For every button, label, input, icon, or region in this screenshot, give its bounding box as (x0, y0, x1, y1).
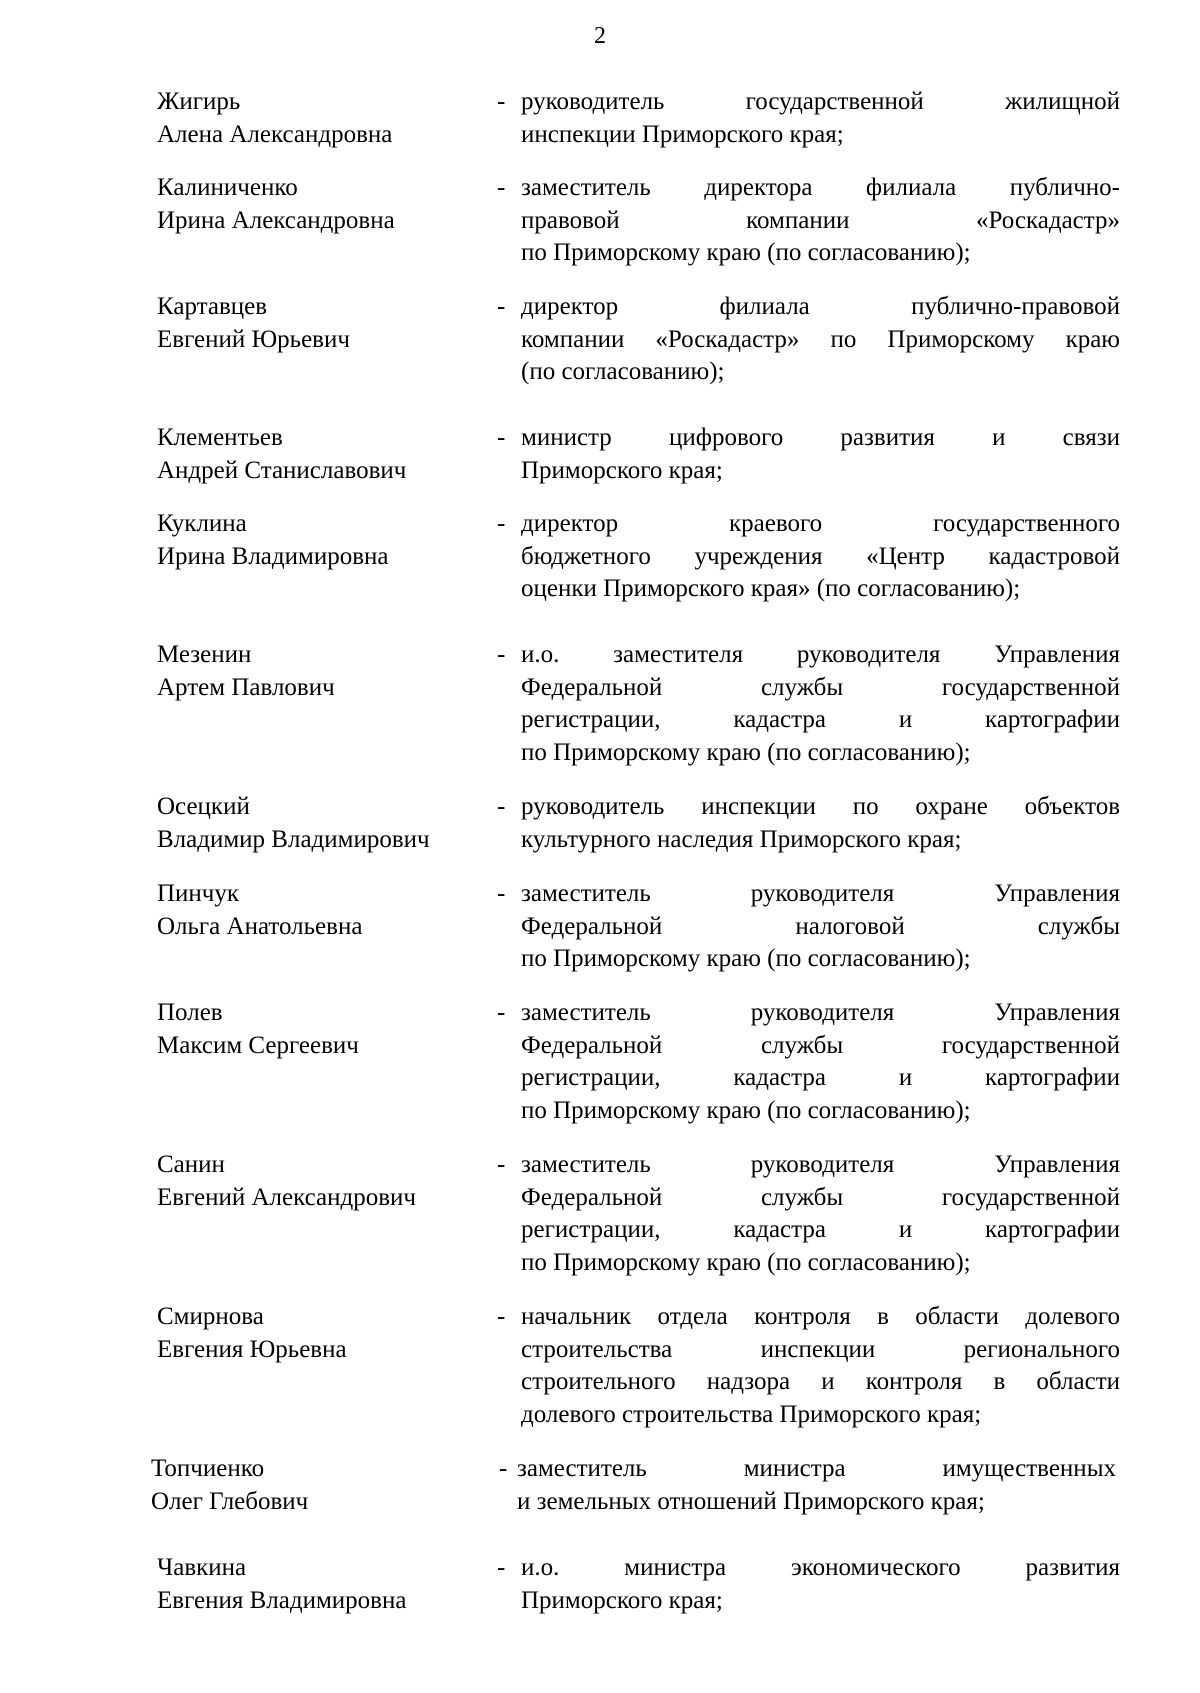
member-position (521, 1301, 1120, 1431)
position-line: Приморского края; (521, 1586, 723, 1614)
position-line: правовой компании «Роскадастр» (521, 206, 1120, 234)
member-given-names: Ирина Александровна (157, 206, 395, 234)
member-surname: Калиниченко (157, 174, 298, 201)
member-name (151, 1453, 481, 1518)
member-surname: Топчиенко (151, 1455, 265, 1482)
member-name (157, 508, 487, 573)
member-position (521, 508, 1120, 606)
member-given-names: Евгения Юрьевна (157, 1335, 347, 1363)
dash-separator: - (497, 88, 506, 115)
dash-separator: - (497, 1554, 506, 1581)
position-line: по Приморскому краю (по согласованию); (521, 945, 971, 972)
member-surname: Санин (157, 1151, 225, 1178)
member-position (521, 291, 1120, 389)
member-surname: Смирнова (157, 1303, 264, 1330)
position-line: директор филиала публично-правовой (521, 293, 1120, 320)
member-name (157, 1301, 487, 1366)
member-name (157, 997, 487, 1062)
member-given-names: Алена Александровна (157, 120, 393, 148)
member-surname: Картавцев (157, 293, 268, 320)
member-given-names: Андрей Станиславович (157, 456, 407, 484)
position-line: регистрации, кадастра и картографии (521, 1216, 1120, 1243)
position-line: Приморского края; (521, 456, 723, 484)
dash-separator: - (497, 641, 506, 668)
position-line: регистрации, кадастра и картографии (521, 706, 1120, 733)
member-surname: Полев (157, 999, 223, 1026)
position-line: заместитель директора филиала публично- (521, 174, 1120, 201)
position-line: министр цифрового развития и связи (521, 424, 1120, 451)
position-line: по Приморскому краю (по согласованию); (521, 239, 971, 266)
dash-separator: - (497, 880, 506, 907)
position-line: заместитель руководителя Управления (521, 880, 1120, 907)
member-surname: Осецкий (157, 793, 250, 820)
member-given-names: Ирина Владимировна (157, 542, 389, 570)
member-given-names: Артем Павлович (157, 673, 335, 701)
position-line: по Приморскому краю (по согласованию); (521, 1096, 971, 1124)
member-position (521, 997, 1120, 1127)
member-name (157, 291, 487, 356)
position-line: руководитель государственной жилищной (521, 88, 1120, 115)
position-line: руководитель инспекции по охране объектов (521, 793, 1120, 820)
member-name (157, 86, 487, 151)
dash-separator: - (497, 174, 506, 201)
member-surname: Мезенин (157, 641, 252, 668)
member-name (157, 791, 487, 856)
position-line: (по согласованию); (521, 358, 725, 385)
position-line: регистрации, кадастра и картографии (521, 1064, 1120, 1091)
member-surname: Пинчук (157, 880, 240, 907)
member-name (157, 1149, 487, 1214)
position-line: Федеральной службы государственной (521, 1183, 1120, 1211)
member-given-names: Евгений Юрьевич (157, 325, 350, 353)
member-surname: Чавкина (157, 1554, 247, 1581)
member-position (521, 422, 1120, 487)
member-given-names: Евгений Александрович (157, 1183, 416, 1211)
position-line: Федеральной службы государственной (521, 1031, 1120, 1059)
position-line: культурного наследия Приморского края; (521, 825, 962, 853)
dash-separator: - (497, 293, 506, 320)
member-given-names: Олег Глебович (151, 1487, 309, 1515)
position-line: заместитель министра имущественных (517, 1455, 1116, 1482)
member-surname: Клементьев (157, 424, 283, 451)
position-line: строительного надзора и контроля в области (521, 1368, 1120, 1395)
position-line: заместитель руководителя Управления (521, 999, 1120, 1026)
dash-separator: - (497, 793, 506, 820)
member-given-names: Владимир Владимирович (157, 825, 430, 853)
member-position (521, 172, 1120, 270)
position-line: и.о. министра экономического развития (521, 1554, 1120, 1581)
position-line: инспекции Приморского края; (521, 120, 844, 148)
member-position (521, 1149, 1120, 1279)
position-line: Федеральной службы государственной (521, 673, 1120, 701)
dash-separator: - (497, 424, 506, 451)
member-surname: Куклина (157, 510, 247, 537)
dash-separator: - (497, 510, 506, 537)
member-name (157, 878, 487, 943)
dash-separator: - (497, 1303, 506, 1330)
member-position (521, 1552, 1120, 1617)
member-given-names: Максим Сергеевич (157, 1031, 359, 1059)
position-line: по Приморскому краю (по согласованию); (521, 1248, 971, 1276)
dash-separator: - (497, 1151, 506, 1178)
position-line: заместитель руководителя Управления (521, 1151, 1120, 1178)
page-number: 2 (594, 23, 606, 49)
member-position (517, 1453, 1116, 1518)
member-position (521, 878, 1120, 976)
member-surname: Жигирь (157, 88, 241, 115)
position-line: долевого строительства Приморского края; (521, 1400, 982, 1428)
member-position (521, 791, 1120, 856)
position-line: бюджетного учреждения «Центр кадастровой (521, 542, 1120, 570)
position-line: компании «Роскадастр» по Приморскому краю (521, 325, 1120, 353)
position-line: по Приморскому краю (по согласованию); (521, 738, 971, 766)
dash-separator: - (499, 1455, 508, 1482)
position-line: начальник отдела контроля в области долевого (521, 1303, 1120, 1330)
dash-separator: - (497, 999, 506, 1026)
member-name (157, 172, 487, 237)
member-name (157, 422, 487, 487)
member-position (521, 86, 1120, 151)
position-line: директор краевого государственного (521, 510, 1120, 537)
position-line: и земельных отношений Приморского края; (517, 1487, 985, 1515)
member-name (157, 639, 487, 704)
member-position (521, 639, 1120, 769)
member-name (157, 1552, 487, 1617)
member-given-names: Ольга Анатольевна (157, 912, 363, 940)
position-line: оценки Приморского края» (по согласованию); (521, 575, 1021, 602)
position-line: строительства инспекции регионального (521, 1335, 1120, 1363)
position-line: и.о. заместителя руководителя Управления (521, 641, 1120, 668)
position-line: Федеральной налоговой службы (521, 912, 1120, 940)
member-given-names: Евгения Владимировна (157, 1586, 407, 1614)
